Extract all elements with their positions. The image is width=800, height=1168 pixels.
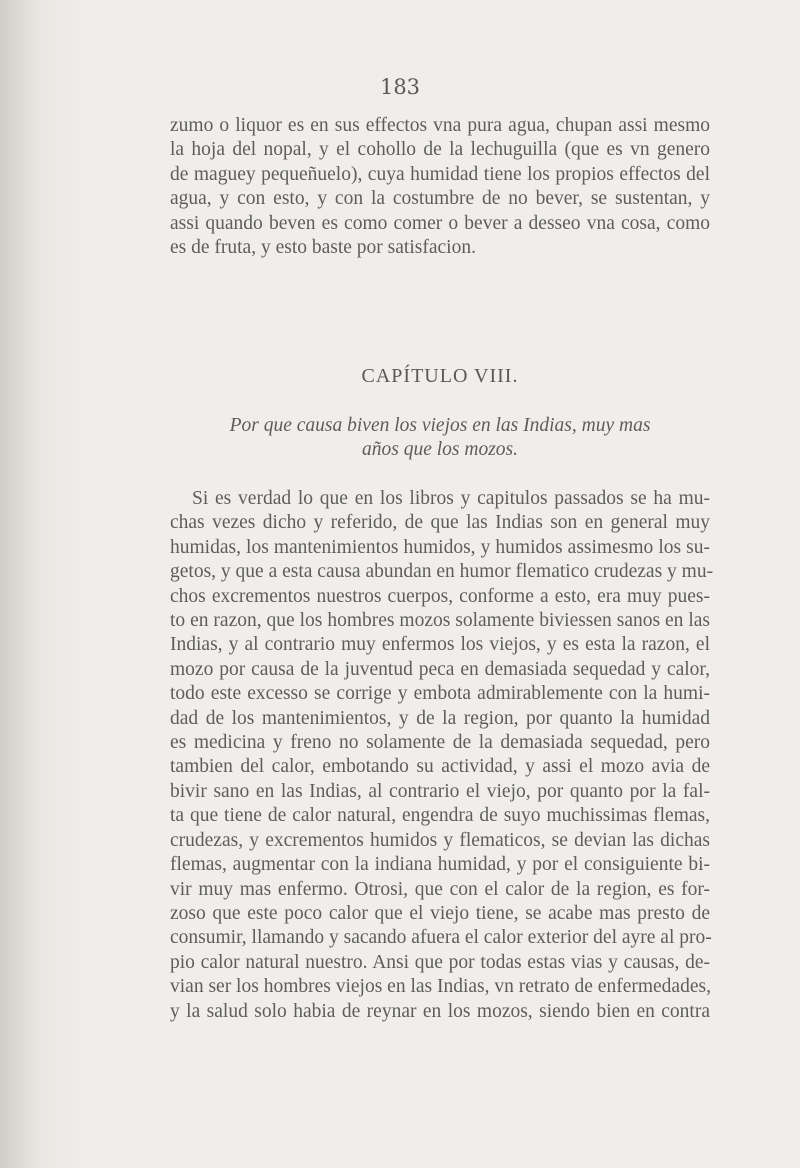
- text-line: to en razon, que los hombres mozos solamente biviessen sanos en las: [170, 610, 710, 632]
- text-line: ta que tiene de calor natural, engendra de suyo muchissimas flemas,: [170, 805, 710, 827]
- text-line: chas vezes dicho y referido, de que las Indias son en general muy: [170, 512, 710, 534]
- text-line: assi quando beven es como comer o bever a desseo vna cosa, como: [170, 212, 710, 234]
- text-line: es medicina y freno no solamente de la demasiada sequedad, pero: [170, 732, 710, 754]
- chapter-title: CAPÍTULO VIII.: [361, 365, 519, 387]
- chapter-subtitle: [170, 414, 710, 463]
- text-line: chos excrementos nuestros cuerpos, conforme a esto, era muy pues-: [170, 585, 710, 607]
- text-line: y la salud solo habia de reynar en los mozos, siendo bien en contra: [170, 1000, 710, 1022]
- text-line: todo este excesso se corrige y embota admirablemente con la humi-: [170, 683, 710, 705]
- text-line: la hoja del nopal, y el cohollo de la lechuguilla (que es vn genero: [170, 139, 710, 161]
- text-line: zumo o liquor es en sus effectos vna pura agua, chupan assi mesmo: [170, 115, 710, 136]
- text-line: humidas, los mantenimientos humidos, y humidos assimesmo los su-: [170, 536, 710, 558]
- text-line: pio calor natural nuestro. Ansi que por todas estas vias y causas, de-: [170, 951, 710, 973]
- body-paragraph: [170, 487, 714, 1024]
- text-line: Si es verdad lo que en los libros y capitulos passados se ha mu-: [192, 488, 710, 509]
- text-line: de maguey pequeñuelo), cuya humidad tiene los propios effectos del: [170, 163, 710, 185]
- text-line: vir muy mas enfermo. Otrosi, que con el calor de la region, es for-: [170, 878, 710, 900]
- text-line: Indias, y al contrario muy enfermos los viejos, y es esta la razon, el: [170, 634, 710, 656]
- text-line: getos, y que a esta causa abundan en humor flematico crudezas y mu-: [170, 561, 714, 583]
- text-line: consumir, llamando y sacando afuera el calor exterior del ayre al pro-: [170, 927, 712, 949]
- text-line: zoso que este poco calor que el viejo tiene, se acabe mas presto de: [170, 902, 710, 924]
- text-line: agua, y con esto, y con la costumbre de no bever, se sustentan, y: [170, 188, 710, 210]
- text-line: crudezas, y excrementos humidos y flematicos, se devian las dichas: [170, 829, 710, 851]
- text-line: bivir sano en las Indias, al contrario el viejo, por quanto por la fal-: [170, 780, 710, 802]
- subtitle-line: años que los mozos.: [361, 439, 518, 461]
- text-line: flemas, augmentar con la indiana humidad, y por el consiguiente bi-: [170, 854, 710, 876]
- text-line: tambien del calor, embotando su actividad, y assi el mozo avia de: [170, 756, 710, 778]
- text-line: mozo por causa de la juventud peca en demasiada sequedad y calor,: [170, 658, 710, 680]
- text-line: es de fruta, y esto baste por satisfacion.: [170, 237, 476, 259]
- page-number: 183: [379, 75, 421, 99]
- subtitle-line: Por que causa biven los viejos en las Indias, muy mas: [229, 415, 651, 436]
- intro-paragraph: [170, 114, 710, 260]
- text-line: dad de los mantenimientos, y de la region, por quanto la humidad: [170, 707, 710, 729]
- text-line: vian ser los hombres viejos en las Indias, vn retrato de enfermedades,: [170, 976, 711, 998]
